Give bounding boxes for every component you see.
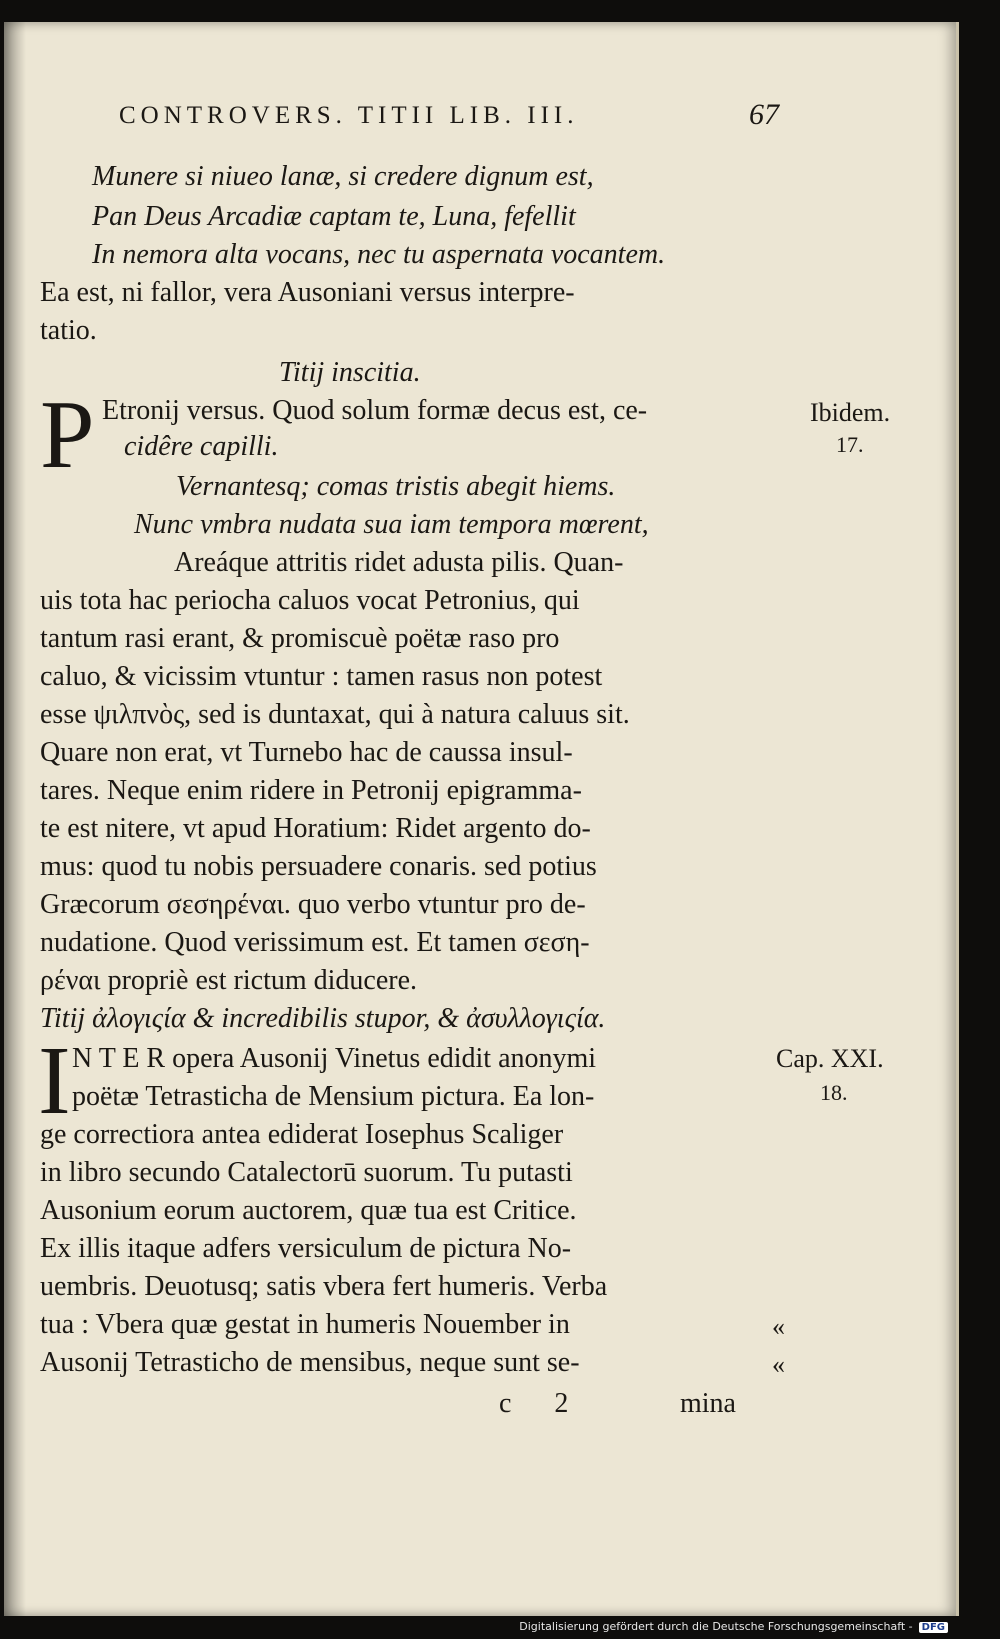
footer-credit	[519, 1620, 948, 1633]
text-line: N T E R opera Ausonij Vinetus edidit anonymi	[72, 1043, 597, 1074]
text-line: Vernantesq; comas tristis abegit hiems.	[176, 471, 616, 502]
text-line: Quare non erat, vt Turnebo hac de caussa insul-	[40, 737, 573, 768]
catchword: mina	[680, 1388, 736, 1419]
text-line: caluo, & vicissim vtuntur : tamen rasus non potest	[40, 661, 603, 692]
margin-note: Cap. XXI.	[776, 1044, 884, 1073]
drop-capital: I	[38, 1027, 71, 1135]
text-line: Ea est, ni fallor, vera Ausoniani versus interpre-	[40, 277, 575, 308]
margin-note: 17.	[836, 432, 864, 457]
text-line: Areáque attritis ridet adusta pilis. Quan-	[174, 547, 624, 578]
text-line: tantum rasi erant, & promiscuè poëtæ raso pro	[40, 623, 560, 654]
text-line: Ausonij Tetrasticho de mensibus, neque sunt se-	[40, 1347, 580, 1378]
running-header	[119, 98, 779, 142]
text-line: In nemora alta vocans, nec tu aspernata vocantem.	[92, 239, 666, 270]
margin-note: 18.	[820, 1080, 848, 1105]
section-heading: Titij ἀλογιςία & incredibilis stupor, & ἀσυλλογιςία.	[40, 1003, 606, 1034]
text-line: Nunc vmbra nudata sua iam tempora mœrent,	[134, 509, 649, 540]
text-line: in libro secundo Catalectorū suorum. Tu putasti	[40, 1157, 573, 1188]
text-line: tatio.	[40, 315, 97, 346]
text-line: tua : Vbera quæ gestat in humeris Nouember in	[40, 1309, 570, 1340]
text-line: Græcorum σεσηρέναι. quo verbo vtuntur pro de-	[40, 889, 586, 920]
signature-mark: c 2	[499, 1388, 587, 1419]
quote-mark: «	[772, 1312, 785, 1341]
text-line: tares. Neque enim ridere in Petronij epigramma-	[40, 775, 582, 806]
text-line: mus: quod tu nobis persuadere conaris. sed potius	[40, 851, 597, 882]
text-line: Ex illis itaque adfers versiculum de pictura No-	[40, 1233, 572, 1264]
text-line: esse ψιλπνὸς, sed is duntaxat, qui à natura caluus sit.	[40, 699, 630, 730]
page-number: 67	[749, 98, 779, 131]
text-line: ge correctiora antea ediderat Iosephus Scaliger	[40, 1119, 564, 1150]
quote-mark: «	[772, 1350, 785, 1379]
text-line: uis tota hac periocha caluos vocat Petronius, qui	[40, 585, 580, 616]
gutter-shadow	[4, 22, 26, 1616]
drop-capital: P	[40, 381, 95, 489]
text-line: Munere si niueo lanæ, si credere dignum est,	[92, 161, 594, 192]
running-title: CONTROVERS. TITII LIB. III.	[119, 102, 579, 129]
text-line: Ausonium eorum auctorem, quæ tua est Critice.	[40, 1195, 577, 1226]
text-line: Etronij versus. Quod solum formæ decus est, ce-	[102, 395, 648, 426]
book-page	[4, 22, 959, 1616]
footer-text: Digitalisierung gefördert durch die Deutsche Forschungsgemeinschaft -	[519, 1620, 913, 1633]
text-line: ρέναι propriè est rictum diducere.	[40, 965, 418, 996]
section-heading: Titij inscitia.	[279, 357, 421, 388]
text-line: nudatione. Quod verissimum est. Et tamen σεση-	[40, 927, 590, 958]
text-line: cidêre capilli.	[124, 431, 279, 462]
text-line: Pan Deus Arcadiæ captam te, Luna, fefellit	[92, 201, 576, 232]
dfg-logo-icon: DFG	[919, 1622, 948, 1633]
text-line: poëtæ Tetrasticha de Mensium pictura. Ea lon-	[72, 1081, 595, 1112]
text-line: te est nitere, vt apud Horatium: Ridet argento do-	[40, 813, 591, 844]
margin-note: Ibidem.	[810, 398, 891, 427]
text-line: uembris. Deuotusq; satis vbera fert humeris. Verba	[40, 1271, 608, 1302]
